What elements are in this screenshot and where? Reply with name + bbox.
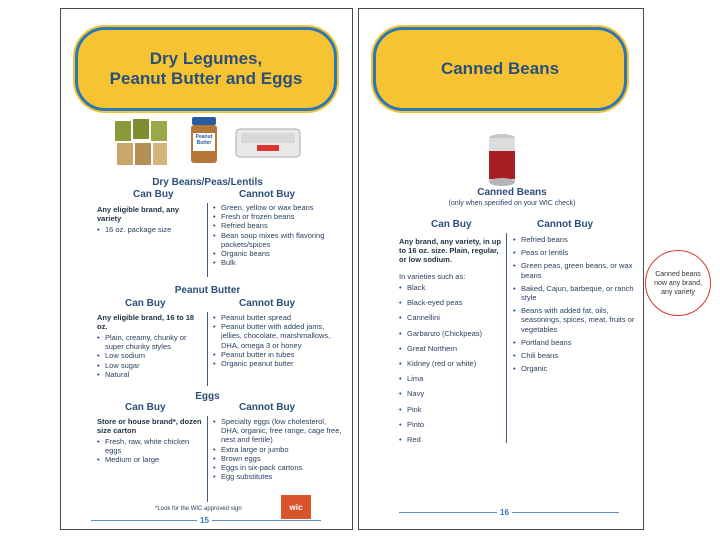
eggs-cannot-buy (213, 417, 345, 481)
canned-can-buy-bold: Any brand, any variety, in up to 16 oz. size. Plain, regular, or low sodium. (399, 237, 501, 264)
eggs-cannot-buy-label: Cannot Buy (239, 402, 296, 413)
list-item: • Peanut butter spread (213, 313, 345, 322)
jar-label: Peanut Butter (195, 134, 213, 146)
peanut-butter-heading: Peanut Butter (174, 285, 241, 296)
list-item: • Peanut butter with added jams, jellies, chocolate, marshmallows, DHA, omega 3 or honey (213, 322, 345, 350)
list-item: • Green, yellow or wax beans (213, 203, 343, 212)
list-item: • Red (399, 435, 503, 444)
eggs-can-buy (97, 417, 205, 465)
wic-logo-text: wic (289, 502, 303, 512)
list-item: • Bean soup mixes with flavoring packets/spices (213, 231, 343, 249)
list-item: • Garbanzo (Chickpeas) (399, 329, 503, 338)
dry-beans-can-buy-label: Can Buy (133, 189, 174, 200)
list-item: • Chili beans (513, 351, 641, 360)
canned-can-buy-label: Can Buy (431, 219, 472, 230)
list-item: • Portland beans (513, 338, 641, 347)
canned-beans-heading: Canned Beans (477, 187, 547, 198)
dry-beans-can-buy-bold: Any eligible brand, any variety (97, 205, 180, 223)
page-15-title-line1: Dry Legumes, (149, 49, 263, 68)
list-item: • Organic beans (213, 249, 343, 258)
canned-cannot-buy (513, 235, 641, 373)
canned-can-buy (399, 237, 503, 444)
canned-divider (506, 233, 507, 443)
list-item: • Peas or lentils (513, 248, 641, 257)
page-16 (358, 8, 644, 530)
list-item: • Egg substitutes (213, 472, 345, 481)
page-15-title-line2: Peanut Butter and Eggs (109, 69, 303, 88)
list-item: • Navy (399, 389, 503, 398)
list-item: • Black-eyed peas (399, 298, 503, 307)
list-item: • Cannellini (399, 313, 503, 322)
list-item: • Kidney (red or white) (399, 359, 503, 368)
canned-beans-callout (645, 250, 711, 316)
list-item: • Low sodium (97, 351, 205, 360)
page-16-title: Canned Beans (440, 59, 560, 78)
list-item: • Brown eggs (213, 454, 345, 463)
canned-beans-note: (only when specified on your WIC check) (448, 200, 576, 207)
eggs-divider (207, 416, 208, 502)
canned-cannot-buy-label: Cannot Buy (537, 219, 594, 230)
list-item: • Bulk (213, 258, 343, 267)
lentil-bars-icon (113, 113, 169, 169)
list-item: • Eggs in six-pack cartons (213, 463, 345, 472)
list-item: • Lima (399, 374, 503, 383)
callout-text: Canned beans now any brand, any variety (654, 270, 702, 296)
page-15 (60, 8, 353, 530)
eggs-can-buy-bold: Store or house brand*, dozen size carton (97, 417, 202, 435)
list-item: • Specialty eggs (low cholesterol, DHA, organic, free range, cage free, nest and fertile) (213, 417, 345, 445)
peanut-butter-divider (207, 312, 208, 386)
list-item: • Organic (513, 364, 641, 373)
varieties-intro: In varieties such as: (399, 272, 466, 281)
peanut-butter-jar-icon (189, 117, 219, 165)
list-item: • Medium or large (97, 455, 205, 464)
list-item: • Fresh, raw, white chicken eggs (97, 437, 205, 455)
wic-logo-icon (281, 495, 311, 519)
list-item: • Pinto (399, 420, 503, 429)
list-item: • Organic peanut butter (213, 359, 345, 368)
peanut-butter-cannot-buy (213, 313, 345, 368)
list-item: • 16 oz. package size (97, 225, 203, 234)
peanut-butter-cannot-buy-label: Cannot Buy (239, 298, 296, 309)
list-item: • Extra large or jumbo (213, 445, 345, 454)
dry-beans-can-buy (97, 205, 203, 234)
peanut-butter-can-buy-label: Can Buy (125, 298, 166, 309)
list-item: • Refried beans (213, 221, 343, 230)
list-item: • Baked, Cajun, barbeque, or ranch style (513, 284, 641, 302)
page-16-number: 16 (497, 508, 512, 517)
dry-beans-cannot-buy-label: Cannot Buy (239, 189, 296, 200)
footnote: *Look for the WIC approved sign (155, 506, 242, 512)
list-item: • Pink (399, 405, 503, 414)
list-item: • Peanut butter in tubes (213, 350, 345, 359)
list-item: • Green peas, green beans, or wax beans (513, 261, 641, 279)
dry-beans-cannot-buy (213, 203, 343, 267)
list-item: • Beans with added fat, oils, seasonings, spices, meat, fruits or vegetables (513, 306, 641, 334)
list-item: • Plain, creamy, chunky or super chunky styles (97, 333, 205, 351)
peanut-butter-can-buy-bold: Any eligible brand, 16 to 18 oz. (97, 313, 195, 331)
page-15-number: 15 (197, 516, 212, 525)
bean-can-icon (487, 133, 517, 187)
page-15-title-banner (75, 27, 337, 111)
eggs-can-buy-label: Can Buy (125, 402, 166, 413)
dry-beans-divider (207, 203, 208, 277)
list-item: • Fresh or frozen beans (213, 212, 343, 221)
egg-carton-icon (235, 125, 301, 159)
list-item: • Natural (97, 370, 205, 379)
list-item: • Refried beans (513, 235, 641, 244)
list-item: • Black (399, 283, 503, 292)
list-item: • Low sugar (97, 361, 205, 370)
list-item: • Great Northern (399, 344, 503, 353)
eggs-heading: Eggs (195, 391, 220, 402)
peanut-butter-can-buy (97, 313, 205, 379)
dry-beans-heading: Dry Beans/Peas/Lentils (152, 177, 263, 188)
page-16-title-banner (373, 27, 627, 111)
